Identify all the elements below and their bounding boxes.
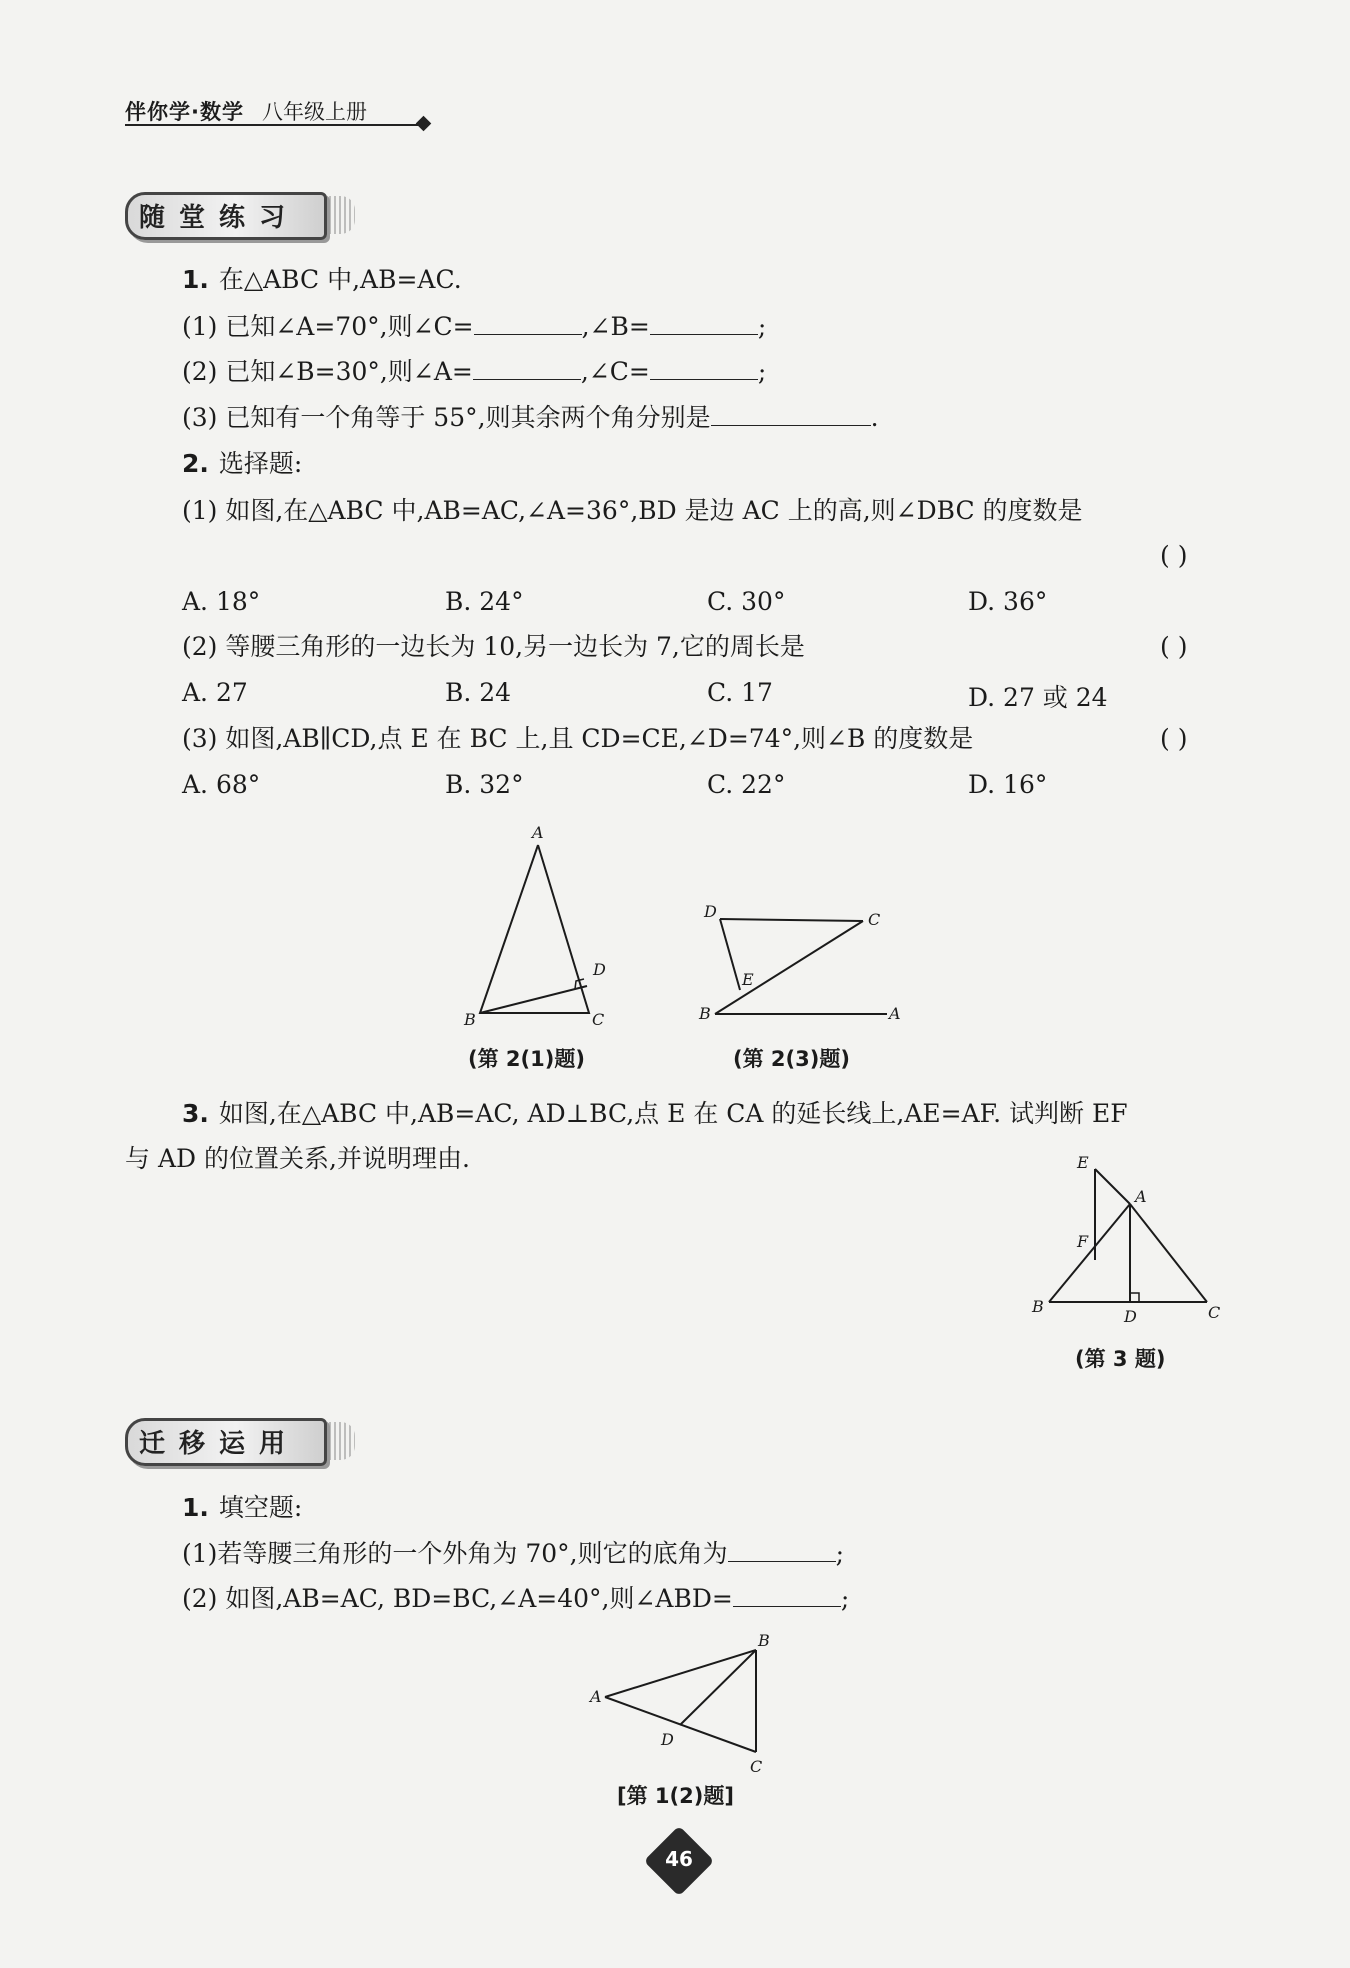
option-b[interactable]: B. 24° — [445, 587, 524, 616]
figure-1-2-caption: [第 1(2)题] — [617, 1784, 734, 1808]
answer-paren[interactable]: ( ) — [1160, 632, 1188, 661]
option-d[interactable]: D. 16° — [968, 770, 1048, 799]
transfer-question-1-part-2: (2) 如图,AB=AC, BD=BC,∠A=40°,则∠ABD= ; — [182, 1584, 850, 1613]
question-1-part-2: (2) 已知∠B=30°,则∠A= ,∠C= ; — [182, 357, 767, 386]
section-tag-transfer — [125, 1418, 337, 1464]
label-d: D — [661, 1730, 674, 1749]
figure-3-caption: (第 3 题) — [1075, 1347, 1166, 1371]
answer-blank[interactable] — [474, 312, 582, 335]
label-a: A — [889, 1004, 901, 1023]
question-2-stem: 2. 选择题: — [182, 449, 303, 478]
option-b[interactable]: B. 24 — [445, 678, 512, 707]
book-subtitle: 八年级上册 — [261, 100, 367, 124]
question-1-part-3: (3) 已知有一个角等于 55°,则其余两个角分别是 . — [182, 403, 879, 432]
label-f: F — [1077, 1232, 1089, 1251]
answer-blank[interactable] — [733, 1584, 841, 1607]
label-d: D — [1124, 1307, 1137, 1326]
section-tag-stripes — [329, 1422, 355, 1460]
label-d: D — [704, 902, 717, 921]
option-d[interactable]: D. 36° — [968, 587, 1048, 616]
label-a: A — [1135, 1187, 1147, 1206]
option-b[interactable]: B. 32° — [445, 770, 524, 799]
page-number: 46 — [665, 1847, 693, 1871]
question-2-sub-3: (3) 如图,AB∥CD,点 E 在 BC 上,且 CD=CE,∠D=74°,则∠B 的度数是 — [182, 724, 974, 753]
figure-2-3 — [690, 895, 910, 1035]
option-a[interactable]: A. 18° — [182, 587, 261, 616]
label-c: C — [592, 1010, 605, 1029]
running-header — [125, 96, 367, 126]
label-d: D — [593, 960, 606, 979]
transfer-question-1-part-1: (1)若等腰三角形的一个外角为 70°,则它的底角为 ; — [182, 1539, 845, 1568]
section-tag-practice — [125, 192, 337, 238]
answer-blank[interactable] — [711, 403, 871, 426]
question-1-stem: 1. 在△ABC 中,AB=AC. — [182, 265, 462, 294]
diamond-icon — [416, 116, 432, 132]
header-rule — [125, 124, 425, 126]
section-title: 迁移运用 — [139, 1429, 300, 1459]
question-2-sub-1: (1) 如图,在△ABC 中,AB=AC,∠A=36°,BD 是边 AC 上的高,则∠DBC 的度数是 — [182, 496, 1083, 525]
section-tag-stripes — [329, 196, 355, 234]
label-b: B — [464, 1010, 476, 1029]
option-a[interactable]: A. 27 — [182, 678, 248, 707]
label-c: C — [750, 1757, 763, 1776]
figure-2-1 — [450, 820, 630, 1040]
label-e: E — [1077, 1153, 1089, 1172]
figure-2-1-caption: (第 2(1)题) — [468, 1047, 585, 1071]
question-3-line-2: 与 AD 的位置关系,并说明理由. — [125, 1144, 470, 1173]
answer-blank[interactable] — [650, 357, 758, 380]
section-title: 随堂练习 — [139, 203, 300, 233]
answer-blank[interactable] — [728, 1539, 836, 1562]
answer-paren[interactable]: ( ) — [1160, 541, 1188, 570]
question-1-part-1: (1) 已知∠A=70°,则∠C= ,∠B= ; — [182, 312, 767, 341]
option-c[interactable]: C. 17 — [707, 678, 773, 707]
label-e: E — [742, 970, 754, 989]
answer-paren[interactable]: ( ) — [1160, 724, 1188, 753]
figure-2-3-caption: (第 2(3)题) — [733, 1047, 850, 1071]
label-b: B — [699, 1004, 711, 1023]
figure-3 — [1020, 1150, 1230, 1335]
label-b: B — [1032, 1297, 1044, 1316]
option-a[interactable]: A. 68° — [182, 770, 261, 799]
label-a: A — [590, 1687, 602, 1706]
figure-1-2 — [585, 1630, 785, 1780]
answer-blank[interactable] — [473, 357, 581, 380]
question-2-sub-2: (2) 等腰三角形的一边长为 10,另一边长为 7,它的周长是 — [182, 632, 805, 661]
label-c: C — [868, 910, 881, 929]
answer-blank[interactable] — [650, 312, 758, 335]
label-c: C — [1208, 1303, 1221, 1322]
option-c[interactable]: C. 22° — [707, 770, 786, 799]
book-title: 伴你学·数学 — [125, 100, 244, 124]
label-b: B — [758, 1631, 770, 1650]
transfer-question-1-stem: 1. 填空题: — [182, 1493, 303, 1522]
option-c[interactable]: C. 30° — [707, 587, 786, 616]
question-3-line-1: 3. 如图,在△ABC 中,AB=AC, AD⊥BC,点 E 在 CA 的延长线上,AE=AF. 试判断 EF — [182, 1099, 1128, 1128]
label-a: A — [532, 823, 544, 842]
option-d[interactable]: D. 27 或 24 — [968, 683, 1108, 712]
